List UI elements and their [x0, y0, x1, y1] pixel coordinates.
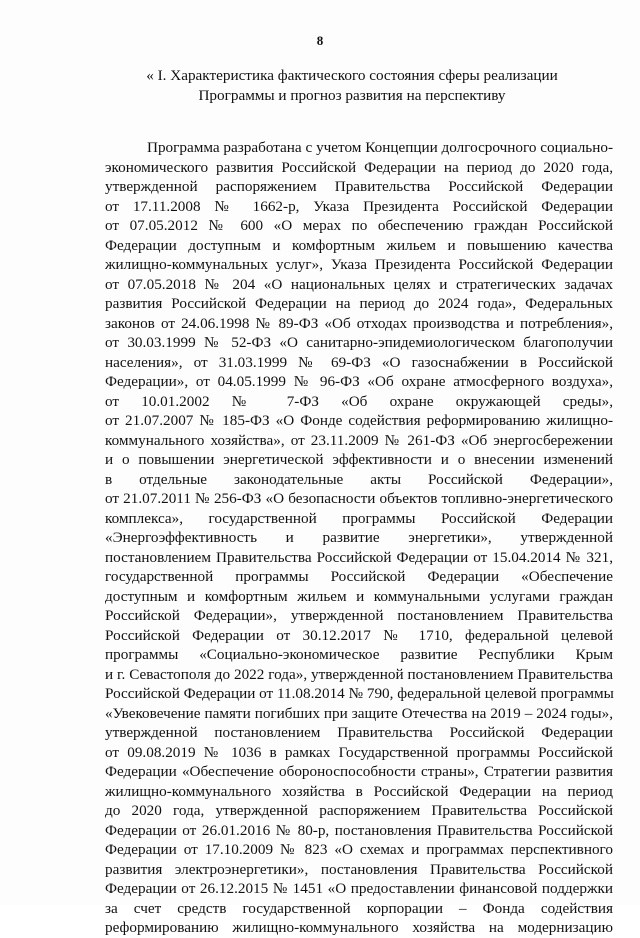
- body-line: экономического развития Российской Федерации на период до 2020 года,: [105, 158, 613, 176]
- body-line: постановлением Правительства Российской Федерации от 15.04.2014 № 321,: [105, 548, 613, 566]
- body-line: от 17.11.2008 № 1662-р, Указа Президента Российской Федерации: [105, 197, 613, 215]
- body-line: Федерации «Обеспечение обороноспособности страны», Стратегии развития: [105, 763, 613, 780]
- body-line: развития Российской Федерации на период до 2024 года», Федеральных: [105, 295, 613, 312]
- body-line: Федерации от 26.12.2015 № 1451 «О предоставлении финансовой поддержки: [105, 880, 613, 897]
- body-line: Российской Федерации», утвержденной постановлением Правительства: [105, 607, 613, 624]
- body-line: от 21.07.2011 № 256-ФЗ «О безопасности объектов топливно-энергетического: [105, 490, 613, 507]
- body-paragraph: [105, 138, 613, 938]
- body-line: от 09.08.2019 № 1036 в рамках Государственной программы Российской: [105, 743, 613, 761]
- body-line: развития электроэнергетики», постановления Правительства Российской: [105, 860, 613, 878]
- body-line: Федерации от 17.10.2009 № 823 «О схемах и программах перспективного: [105, 841, 613, 858]
- body-line: от 21.07.2007 № 185-ФЗ «О Фонде содействия реформированию жилищно-: [105, 412, 613, 429]
- body-line: за счет средств государственной корпорации – Фонда содействия: [105, 899, 613, 917]
- body-line: населения», от 31.03.1999 № 69-ФЗ «О газоснабжении в Российской: [105, 353, 613, 371]
- body-line: Программа разработана с учетом Концепции долгосрочного социально-: [147, 139, 613, 156]
- body-line: коммунального хозяйства», от 23.11.2009 № 261-ФЗ «Об энергосбережении: [105, 431, 613, 449]
- body-line: государственной программы Российской Федерации «Обеспечение: [105, 568, 613, 585]
- body-line: утвержденной постановлением Правительства Российской Федерации: [105, 724, 613, 741]
- body-line: Федерации от 26.01.2016 № 80-р, постановления Правительства Российской: [105, 821, 613, 839]
- body-line: комплекса», государственной программы Российской Федерации: [105, 509, 613, 527]
- body-line: до 2020 года, утвержденной распоряжением Правительства Российской: [105, 802, 613, 819]
- body-line: от 10.01.2002 № 7-ФЗ «Об охране окружающей среды»,: [105, 392, 613, 410]
- body-line: в отдельные законодательные акты Российской Федерации»,: [105, 470, 613, 488]
- heading-line: « I. Характеристика фактического состояния сферы реализации: [146, 67, 558, 84]
- section-heading: [112, 66, 592, 106]
- body-line: от 07.05.2018 № 204 «О национальных целях и стратегических задачах: [105, 275, 613, 293]
- body-line: законов от 24.06.1998 № 89-ФЗ «Об отходах производства и потребления»,: [105, 314, 613, 332]
- body-line: утвержденной распоряжением Правительства Российской Федерации: [105, 178, 613, 195]
- body-line: программы «Социально-экономическое развитие Республики Крым: [105, 646, 613, 663]
- body-line: «Увековечение памяти погибших при защите Отечества на 2019 – 2024 годы»,: [105, 704, 613, 722]
- body-line: и о повышении энергетической эффективности и о внесении изменений: [105, 451, 613, 468]
- page-number: 8: [316, 33, 324, 48]
- body-line: и г. Севастополя до 2022 года», утвержденной постановлением Правительства: [105, 665, 613, 683]
- body-line: жилищно-коммунальных услуг», Указа Президента Российской Федерации: [105, 256, 613, 273]
- body-line: Федерации доступным и комфортным жильем и повышению качества: [105, 236, 613, 254]
- body-line: Российской Федерации от 11.08.2014 № 790, федеральной целевой программы: [105, 685, 614, 702]
- body-line: Российской Федерации от 30.12.2017 № 1710, федеральной целевой: [105, 626, 613, 644]
- body-line: «Энергоэффективность и развитие энергетики», утвержденной: [105, 529, 613, 546]
- body-line: от 30.03.1999 № 52-ФЗ «О санитарно-эпидемиологическом благополучии: [105, 334, 613, 351]
- body-line: Федерации», от 04.05.1999 № 96-ФЗ «Об охране атмосферного воздуха»,: [105, 373, 613, 390]
- body-line: реформированию жилищно-коммунального хозяйства на модернизацию: [105, 919, 613, 936]
- body-line: жилищно-коммунального хозяйства в Российской Федерации на период: [105, 782, 613, 800]
- body-line: от 07.05.2012 № 600 «О мерах по обеспечению граждан Российской: [105, 217, 613, 234]
- heading-line: Программы и прогноз развития на перспективу: [198, 87, 506, 104]
- body-line: доступным и комфортным жильем и коммунальными услугами граждан: [105, 587, 613, 605]
